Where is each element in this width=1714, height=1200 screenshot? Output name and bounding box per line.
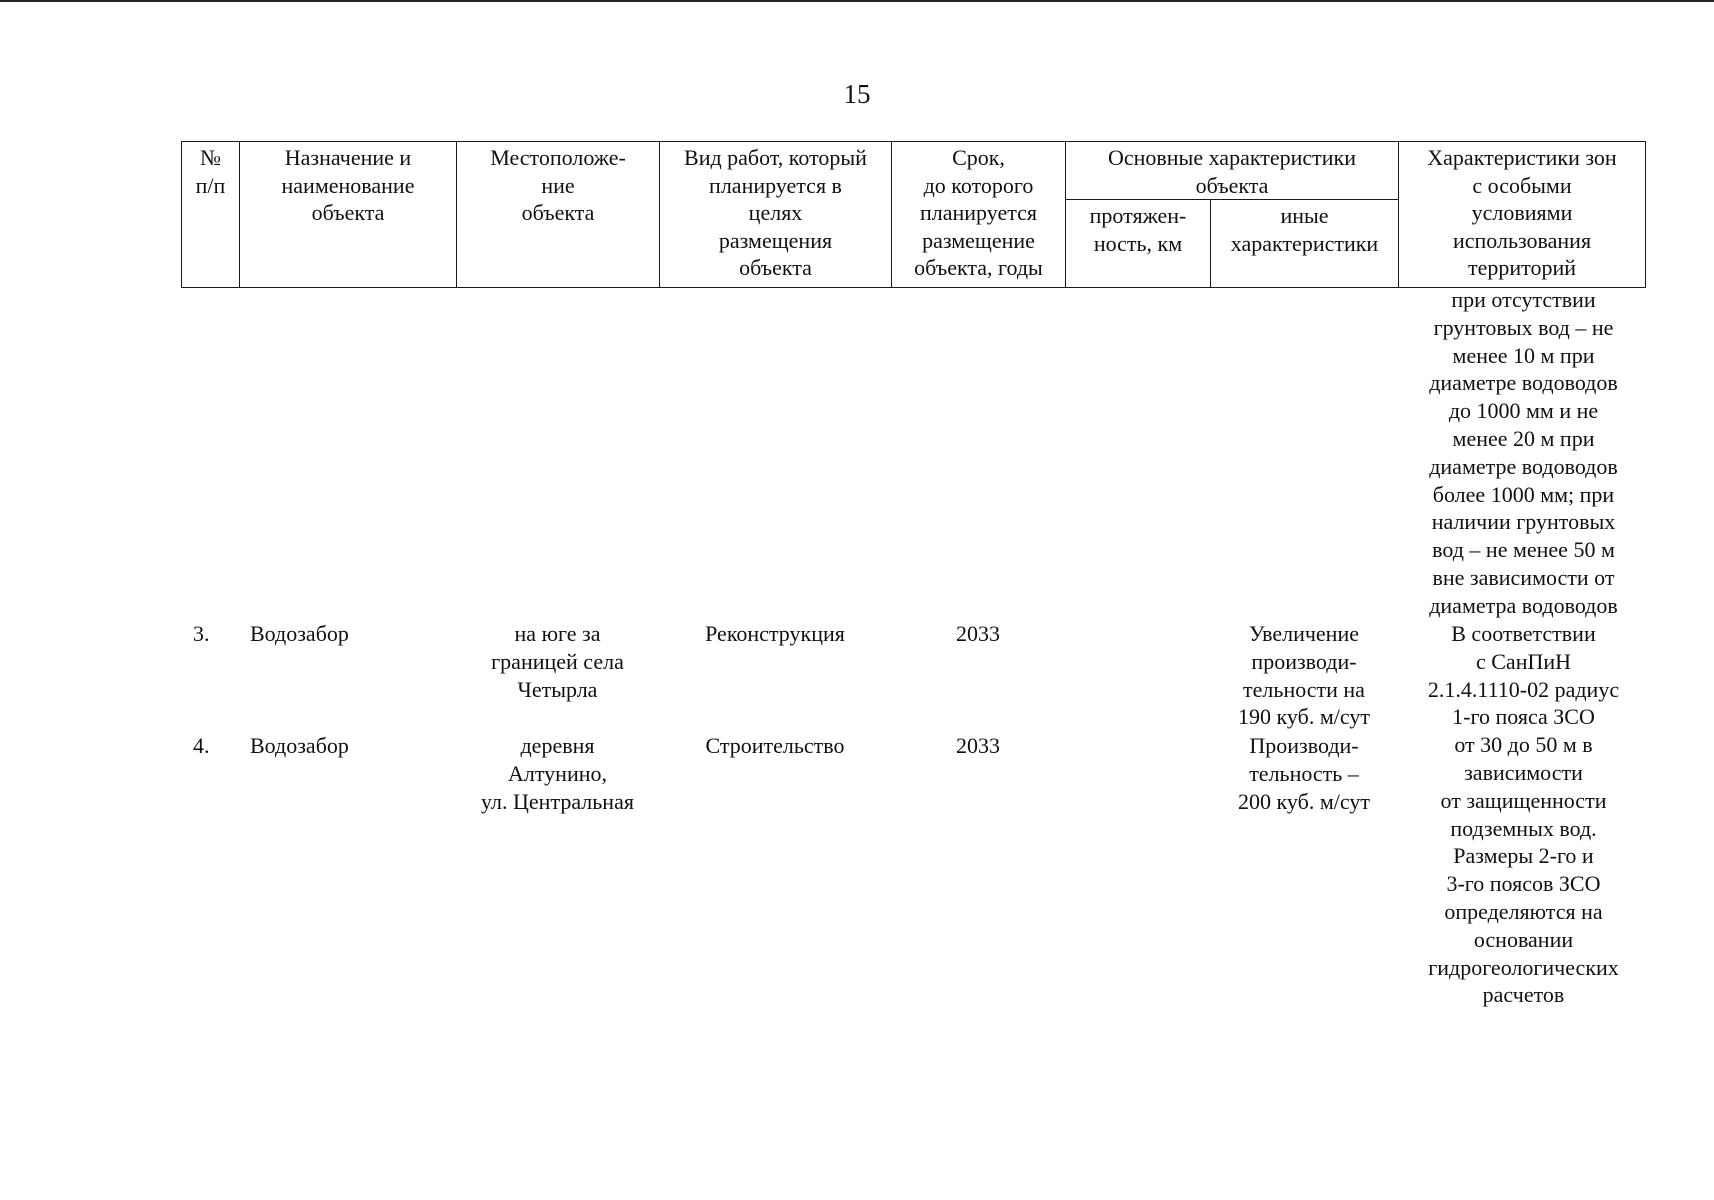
- header-col-length: протяжен- ность, км: [1066, 200, 1211, 288]
- row-4-term: 2033: [956, 733, 1000, 758]
- header-col-other: иные характеристики: [1211, 200, 1399, 288]
- table-header: [181, 141, 1646, 288]
- zones-continuation-text: при отсутствии грунтовых вод – не менее 10 м при диаметре водоводов до 1000 мм и не менее 20 м при диаметре водоводов более 1000 мм; при наличии грунтовых вод – не менее 50 м вне зависимости от диаметра водоводов: [1429, 287, 1618, 618]
- header-col-name: Назначение и наименование объекта: [240, 142, 457, 288]
- row-3-term: 2033: [956, 621, 1000, 646]
- header-col-zones: Характеристики зон с особыми условиями использования территорий: [1399, 142, 1646, 288]
- top-border-line: [0, 0, 1714, 2]
- header-col-number: № п/п: [182, 142, 240, 288]
- row-3-location: на юге за границей села Четырла: [491, 621, 624, 702]
- row-3-name: Водозабор: [250, 621, 349, 646]
- row-3-work-type: Реконструкция: [705, 621, 845, 646]
- row-4-other-characteristics: Производи- тельность – 200 куб. м/сут: [1238, 733, 1370, 814]
- row-4-work-type: Строительство: [705, 733, 845, 758]
- row-3-number: 3.: [193, 621, 210, 646]
- row-4-name: Водозабор: [250, 733, 349, 758]
- header-col-location: Местоположе- ние объекта: [457, 142, 660, 288]
- header-col-work-type: Вид работ, который планируется в целях размещения объекта: [660, 142, 892, 288]
- header-col-main-characteristics: Основные характеристики объекта: [1066, 142, 1399, 200]
- rows-3-4-zones-text: В соответствии с СанПиН 2.1.4.1110-02 радиус 1-го пояса ЗСО от 30 до 50 м в зависимости от защищенности подземных вод. Размеры 2-го и 3-го поясов ЗСО определяются на основании гидрогеологических расчетов: [1427, 621, 1620, 1008]
- header-col-term: Срок, до которого планируется размещение объекта, годы: [892, 142, 1066, 288]
- page-number: 15: [843, 79, 871, 109]
- row-4-number: 4.: [193, 733, 210, 758]
- row-4-location: деревня Алтунино, ул. Центральная: [481, 733, 634, 814]
- row-3-other-characteristics: Увеличение производи- тельности на 190 куб. м/сут: [1238, 621, 1370, 730]
